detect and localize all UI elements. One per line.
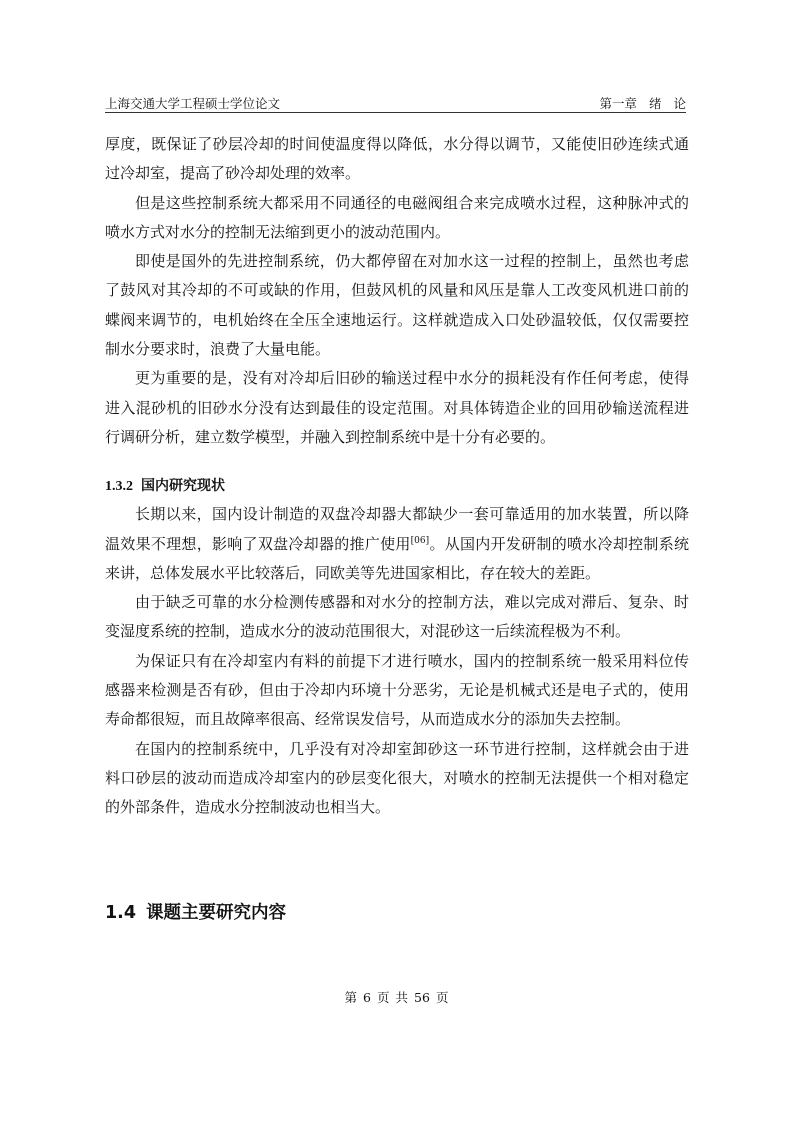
paragraph-continued: 厚度，既保证了砂层冷却的时间使温度得以降低，水分得以调节，又能使旧砂连续式通过冷却室，提高了砂冷却处理的效率。 xyxy=(105,135,689,183)
paragraph-with-citation xyxy=(105,500,689,588)
paragraph: 为保证只有在冷却室内有料的前提下才进行喷水，国内的控制系统一般采用料位传感器来检测是否有砂，但由于冷却内环境十分恶劣，无论是机械式还是电子式的，使用寿命都很短，而且故障率很高、经常误发信号，从而造成水分的添加失去控制。 xyxy=(105,651,689,729)
paragraph-text: 。从国内开发研制的喷水冷却控制系统来讲，总体发展水平比较落后，同欧美等先进国家相比，存在较大的差距。 xyxy=(105,534,689,582)
paragraph: 但是这些控制系统大都采用不同通径的电磁阀组合来完成喷水过程，这种脉冲式的喷水方式对水分的控制无法缩到更小的波动范围内。 xyxy=(105,193,689,241)
footer-text: 页 xyxy=(377,990,390,1005)
footer-text: 页 xyxy=(435,990,449,1005)
subsection-heading xyxy=(105,473,689,500)
header-chapter-title: 第一章 绪 论 xyxy=(599,96,686,111)
header-thesis-title: 上海交通大学工程硕士学位论文 xyxy=(105,96,281,111)
running-header xyxy=(105,94,686,113)
section-heading xyxy=(105,899,286,924)
paragraph: 即使是国外的先进控制系统，仍大都停留在对加水这一过程的控制上，虽然也考虑了鼓风对其冷却的不可或缺的作用，但鼓风机的风量和风压是靠人工改变风机进口前的蝶阀来调节的，电机始终在全压全速地运行。这样就造成入口处砂温较低，仅仅需要控制水分要求时，浪费了大量电能。 xyxy=(105,252,689,359)
paragraph: 在国内的控制系统中，几乎没有对冷却室卸砂这一环节进行控制，这样就会由于进料口砂层的波动而造成冷却室内的砂层变化很大，对喷水的控制无法提供一个相对稳定的外部条件，造成水分控制波动也相当大。 xyxy=(105,739,689,817)
page-number: 6 xyxy=(363,990,371,1005)
paragraph: 由于缺乏可靠的水分检测传感器和对水分的控制方法，难以完成对滞后、复杂、时变湿度系统的控制，造成水分的波动范围很大，对混砂这一后续流程极为不利。 xyxy=(105,593,689,641)
section-number: 1.4 xyxy=(105,903,137,923)
total-pages: 56 xyxy=(414,990,430,1005)
page-footer xyxy=(0,988,793,1006)
citation-ref[interactable]: [06] xyxy=(410,535,430,546)
subsection-number: 1.3.2 xyxy=(105,479,133,495)
paragraph: 更为重要的是，没有对冷却后旧砂的输送过程中水分的损耗没有作任何考虑，使得进入混砂机的旧砂水分没有达到最佳的设定范围。对具体铸造企业的回用砂输送流程进行调研分析，建立数学模型，并融入到控制系统中是十分有必要的。 xyxy=(105,369,689,446)
paragraph-text: 长期以来，国内设计制造的双盘冷却器大都缺少一套可靠适用的加水装置，所以降温效果不理想，影响了双盘冷却器的推广使用 xyxy=(105,505,689,553)
body-text xyxy=(105,130,689,823)
footer-text: 共 xyxy=(395,990,409,1005)
footer-text: 第 xyxy=(344,990,358,1005)
section-title: 课题主要研究内容 xyxy=(146,903,287,923)
subsection-title: 国内研究现状 xyxy=(141,478,225,495)
